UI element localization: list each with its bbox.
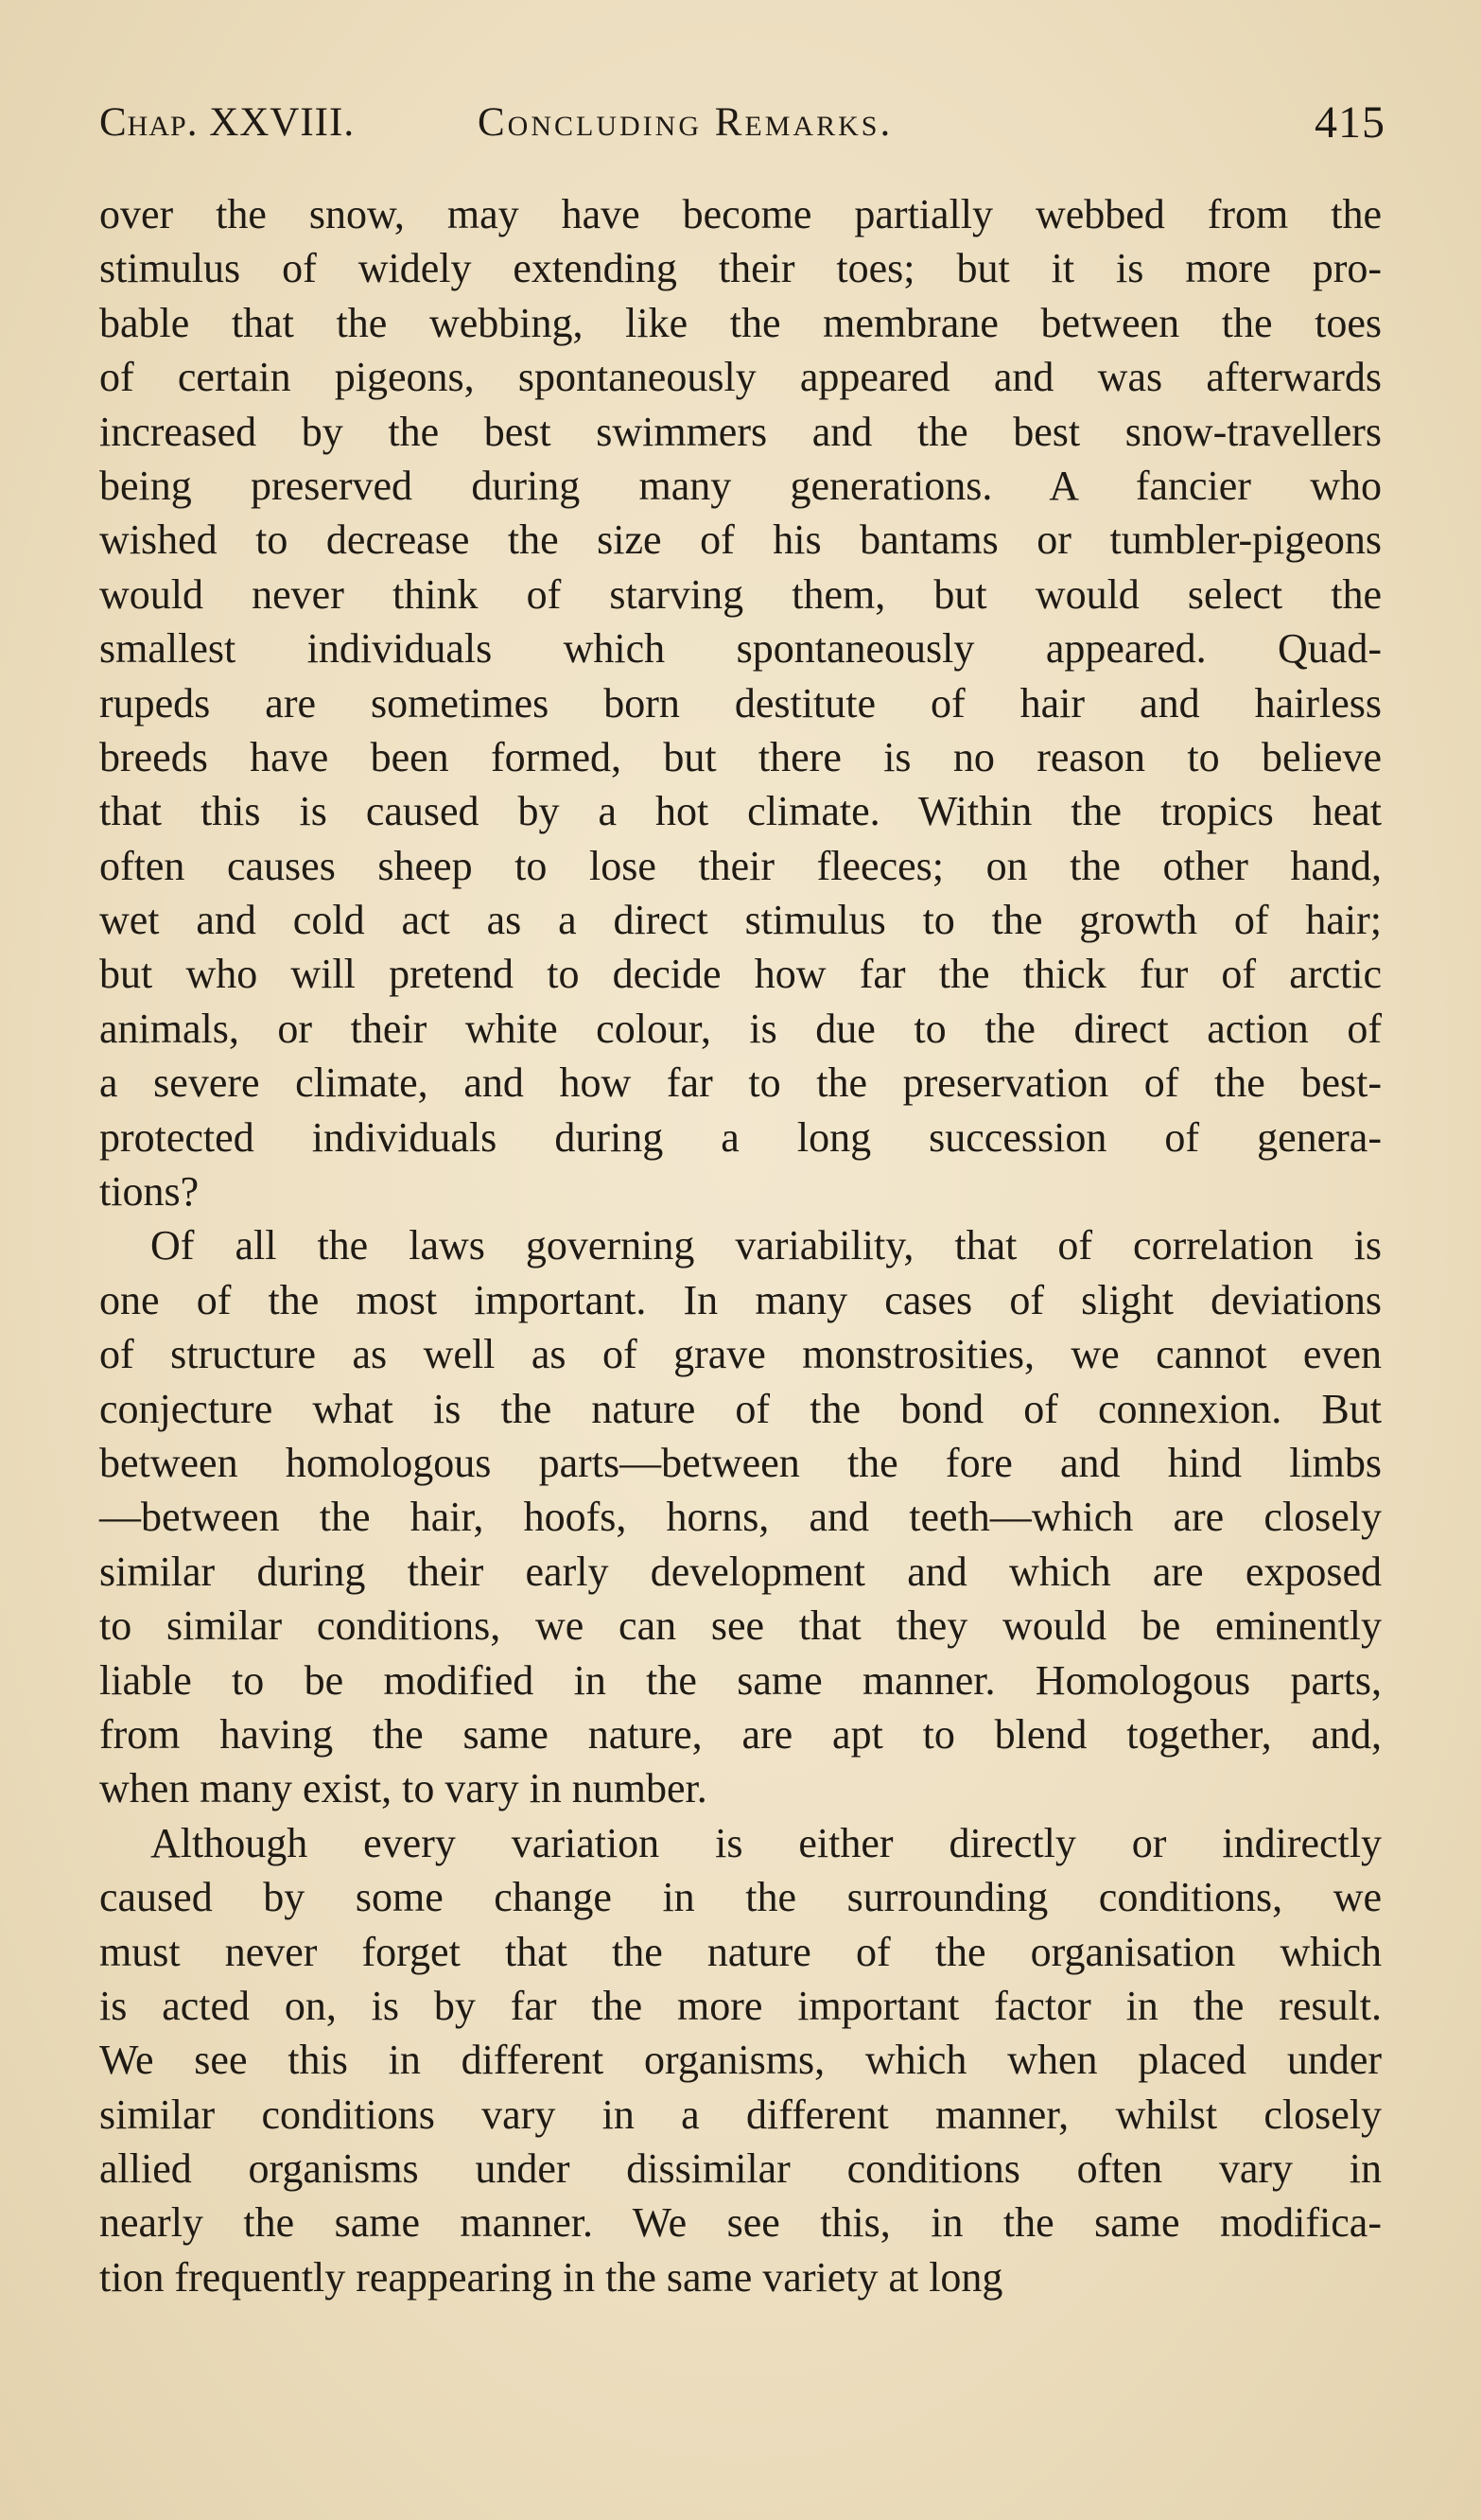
text-line: wished to decrease the size of his bantams or tumbler-pigeons — [99, 516, 1382, 564]
text-line: liable to be modified in the same manner. Homologous parts, — [99, 1656, 1382, 1704]
text-line: must never forget that the nature of the organisation which — [99, 1928, 1382, 1975]
text-line: nearly the same manner. We see this, in the same modifica- — [99, 2199, 1382, 2247]
text-line: a severe climate, and how far to the preservation of the best- — [99, 1059, 1382, 1107]
running-head — [99, 95, 1385, 151]
text-line: —between the hair, hoofs, horns, and teeth—which are closely — [99, 1494, 1382, 1541]
chapter-title: Concluding Remarks. — [478, 100, 894, 145]
text-line: to similar conditions, we can see that they would be eminently — [99, 1602, 1382, 1650]
text-line: similar during their early development and which are exposed — [99, 1548, 1382, 1595]
text-line: one of the most important. In many cases of slight deviations — [99, 1276, 1382, 1323]
text-line: often causes sheep to lose their fleeces; on the other hand, — [99, 842, 1382, 889]
text-line: of certain pigeons, spontaneously appeared and was afterwards — [99, 354, 1382, 401]
text-line: is acted on, is by far the more important factor in the result. — [99, 1982, 1382, 2029]
text-line: similar conditions vary in a different manner, whilst closely — [99, 2091, 1382, 2138]
paragraph — [99, 187, 1382, 1218]
text-line: that this is caused by a hot climate. Within the tropics heat — [99, 788, 1382, 835]
chapter-label: Chap. XXVIII. — [99, 100, 356, 145]
text-line: but who will pretend to decide how far the thick fur of arctic — [99, 951, 1382, 998]
text-line: protected individuals during a long succession of genera- — [99, 1113, 1382, 1161]
text-line: breeds have been formed, but there is no reason to believe — [99, 733, 1382, 780]
text-line: bable that the webbing, like the membrane between the toes — [99, 299, 1382, 346]
text-line: allied organisms under dissimilar conditions often vary in — [99, 2145, 1382, 2193]
page-number: 415 — [1315, 97, 1385, 148]
text-line: rupeds are sometimes born destitute of hair and hairless — [99, 679, 1382, 726]
text-line: Of all the laws governing variability, that of correlation is — [150, 1222, 1382, 1269]
text-line: being preserved during many generations. A fancier who — [99, 462, 1382, 509]
body-text — [99, 187, 1382, 2304]
text-line: would never think of starving them, but would select the — [99, 570, 1382, 618]
text-line: smallest individuals which spontaneously appeared. Quad- — [99, 625, 1382, 673]
text-line: stimulus of widely extending their toes; but it is more pro- — [99, 245, 1382, 292]
text-line: tion frequently reappearing in the same variety at long — [99, 2253, 1003, 2301]
paragraph — [99, 1816, 1382, 2305]
text-line: wet and cold act as a direct stimulus to the growth of hair; — [99, 897, 1382, 944]
text-line: animals, or their white colour, is due to the direct action of — [99, 1005, 1382, 1052]
paragraph — [99, 1218, 1382, 1815]
text-line: tions? — [99, 1168, 200, 1216]
text-line: We see this in different organisms, which when placed under — [99, 2037, 1382, 2084]
text-line: increased by the best swimmers and the best snow-travellers — [99, 408, 1382, 455]
text-line: when many exist, to vary in number. — [99, 1765, 707, 1812]
text-line: from having the same nature, are apt to blend together, and, — [99, 1710, 1382, 1758]
text-line: of structure as well as of grave monstrosities, we cannot even — [99, 1331, 1382, 1378]
text-line: caused by some change in the surrounding conditions, we — [99, 1874, 1382, 1921]
text-line: conjecture what is the nature of the bond of connexion. But — [99, 1385, 1382, 1432]
text-line: Although every variation is either directly or indirectly — [150, 1819, 1382, 1866]
text-line: between homologous parts—between the fore and hind limbs — [99, 1439, 1382, 1486]
text-line: over the snow, may have become partially webbed from the — [99, 191, 1382, 237]
